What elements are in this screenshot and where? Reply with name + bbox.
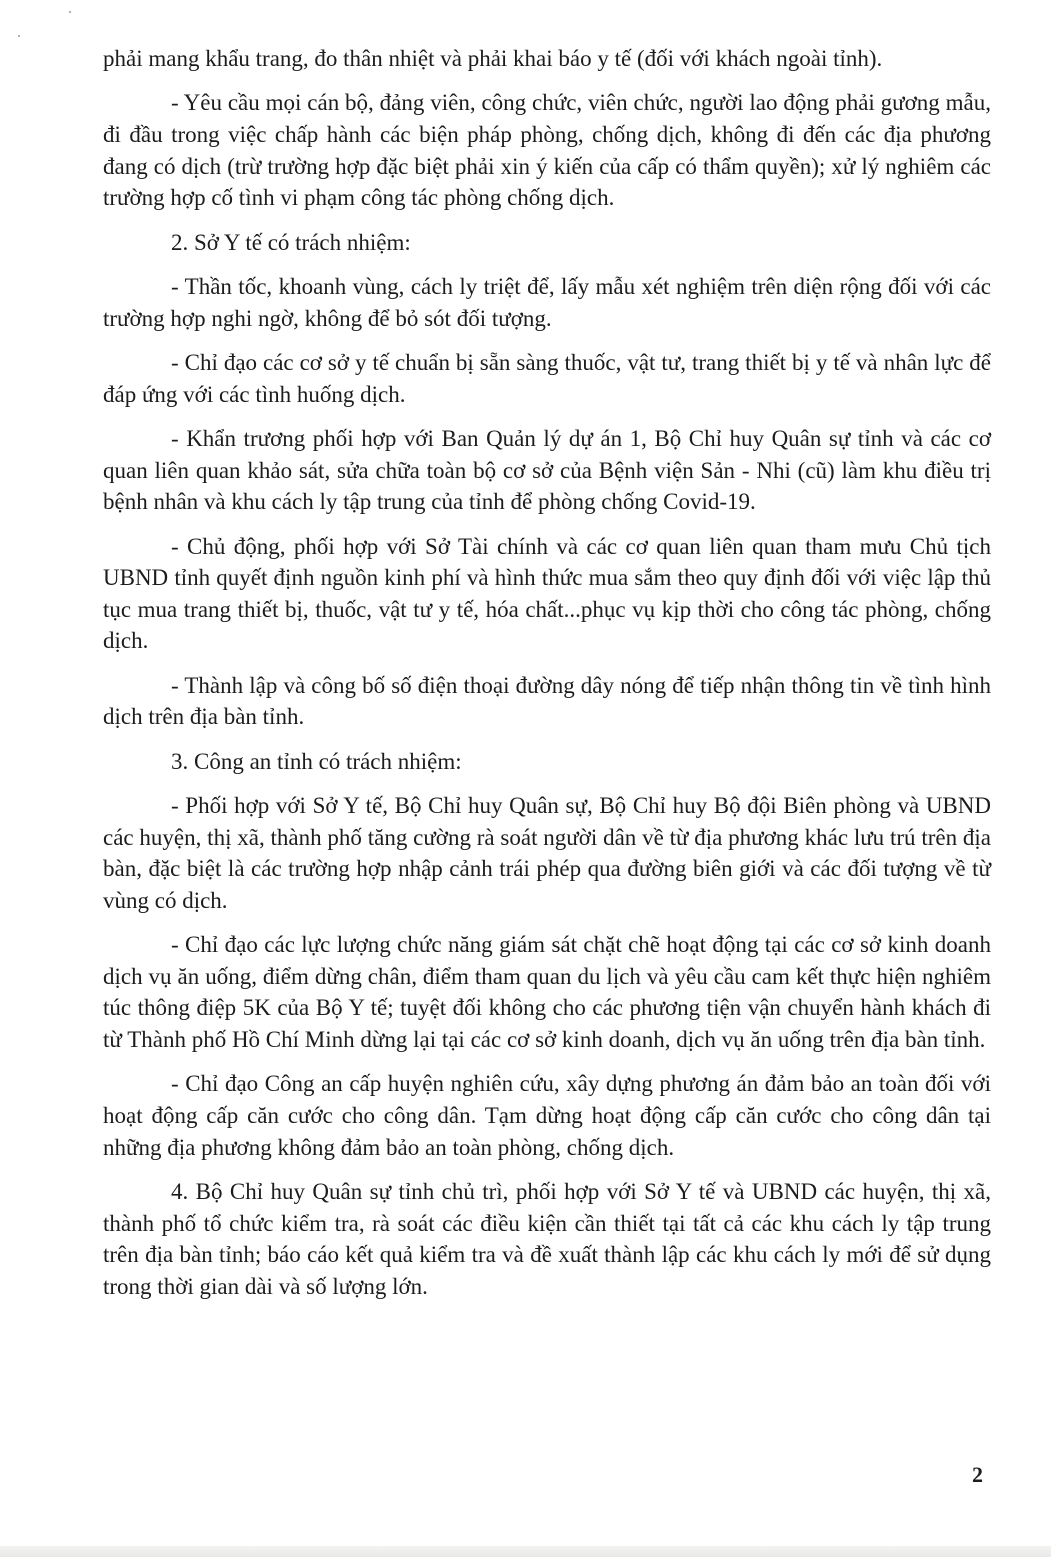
- paragraph: - Chỉ đạo các cơ sở y tế chuẩn bị sẵn sàng thuốc, vật tư, trang thiết bị y tế và nhân lực để đáp ứng với các tình huống dịch.: [103, 349, 991, 407]
- scan-speck: [69, 11, 71, 13]
- section-heading: 2. Sở Y tế có trách nhiệm:: [171, 229, 411, 255]
- paragraph: - Yêu cầu mọi cán bộ, đảng viên, công chức, viên chức, người lao động phải gương mẫu, đi đầu trong việc chấp hành các biện pháp phòng, chống dịch, không đi đến các địa phương đang có dịch (trừ trường hợp đặc biệt phải xin ý kiến của cấp có thẩm quyền); xử lý nghiêm các trường hợp cố tình vi phạm công tác phòng chống dịch.: [103, 90, 991, 211]
- paragraph: - Thần tốc, khoanh vùng, cách ly triệt để, lấy mẫu xét nghiệm trên diện rộng đối với các trường hợp nghi ngờ, không để bỏ sót đối tượng.: [103, 273, 991, 331]
- page-number: 2: [972, 1462, 983, 1487]
- scan-speck: [18, 35, 20, 37]
- document-body: [103, 43, 991, 1315]
- paragraph: - Chủ động, phối hợp với Sở Tài chính và các cơ quan liên quan tham mưu Chủ tịch UBND tỉnh quyết định nguồn kinh phí và hình thức mua sắm theo quy định đối với việc lập thủ tục mua trang thiết bị, thuốc, vật tư y tế, hóa chất...phục vụ kịp thời cho công tác phòng, chống dịch.: [103, 533, 991, 654]
- page-edge: [0, 1546, 1051, 1557]
- paragraph: - Chỉ đạo Công an cấp huyện nghiên cứu, xây dựng phương án đảm bảo an toàn đối với hoạt động cấp căn cước cho công dân. Tạm dừng hoạt động cấp căn cước cho công dân tại những địa phương không đảm bảo an toàn phòng, chống dịch.: [103, 1071, 991, 1160]
- paragraph: - Chỉ đạo các lực lượng chức năng giám sát chặt chẽ hoạt động tại các cơ sở kinh doanh dịch vụ ăn uống, điểm dừng chân, điểm tham quan du lịch và yêu cầu cam kết thực hiện nghiêm túc thông điệp 5K của Bộ Y tế; tuyệt đối không cho các phương tiện vận chuyển hành khách đi từ Thành phố Hồ Chí Minh dừng lại tại các cơ sở kinh doanh, dịch vụ ăn uống trên địa bàn tỉnh.: [103, 932, 991, 1052]
- paragraph: - Phối hợp với Sở Y tế, Bộ Chỉ huy Quân sự, Bộ Chỉ huy Bộ đội Biên phòng và UBND các huyện, thị xã, thành phố tăng cường rà soát người dân về từ địa phương khác lưu trú trên địa bàn, đặc biệt là các trường hợp nhập cảnh trái phép qua đường biên giới và các đối tượng về từ vùng có dịch.: [103, 793, 991, 913]
- paragraph: - Khẩn trương phối hợp với Ban Quản lý dự án 1, Bộ Chỉ huy Quân sự tỉnh và các cơ quan liên quan khảo sát, sửa chữa toàn bộ cơ sở của Bệnh viện Sản - Nhi (cũ) làm khu điều trị bệnh nhân và khu cách ly tập trung của tỉnh để phòng chống Covid-19.: [103, 425, 991, 515]
- paragraph: - Thành lập và công bố số điện thoại đường dây nóng để tiếp nhận thông tin về tình hình dịch trên địa bàn tỉnh.: [103, 672, 991, 730]
- section-heading: 3. Công an tỉnh có trách nhiệm:: [171, 748, 462, 774]
- paragraph: phải mang khẩu trang, đo thân nhiệt và phải khai báo y tế (đối với khách ngoài tỉnh).: [103, 46, 883, 71]
- paragraph: 4. Bộ Chỉ huy Quân sự tỉnh chủ trì, phối hợp với Sở Y tế và UBND các huyện, thị xã, thành phố tổ chức kiểm tra, rà soát các điều kiện cần thiết tại tất cả các khu cách ly tập trung trên địa bàn tỉnh; báo cáo kết quả kiểm tra và đề xuất thành lập các khu cách ly mới để sử dụng trong thời gian dài và số lượng lớn.: [103, 1178, 991, 1299]
